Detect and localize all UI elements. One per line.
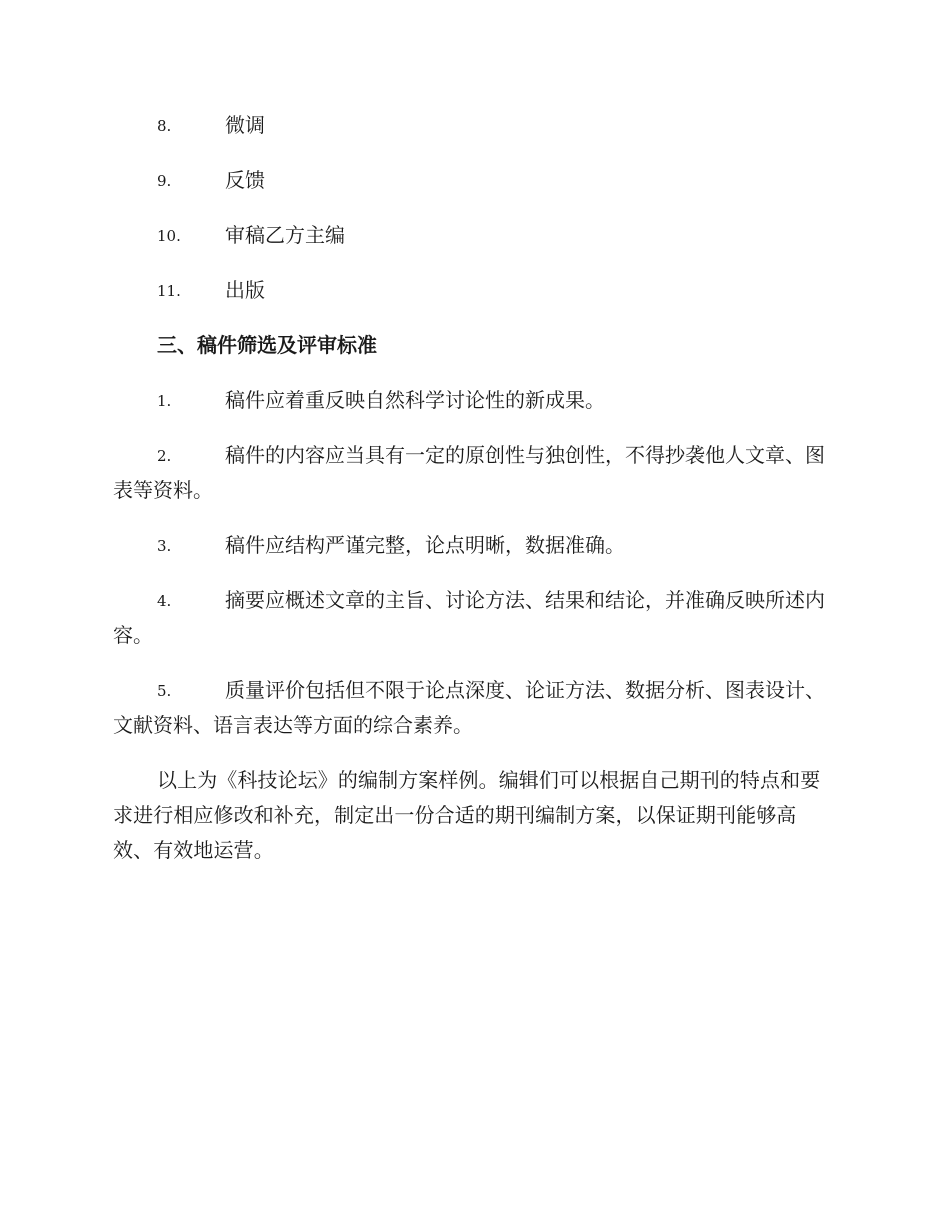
list-item bbox=[113, 383, 835, 418]
document-body bbox=[113, 108, 835, 868]
list-item-number: 2. bbox=[157, 447, 172, 465]
list-item bbox=[113, 108, 835, 143]
list-item bbox=[113, 273, 835, 308]
section-heading: 三、稿件筛选及评审标准 bbox=[157, 333, 377, 357]
list-item-number: 11. bbox=[157, 282, 181, 300]
list-item-number: 9. bbox=[157, 172, 172, 190]
list-item-number: 4. bbox=[157, 592, 172, 610]
list-item-number: 8. bbox=[157, 117, 172, 135]
list-item-text: 审稿乙方主编 bbox=[225, 223, 345, 247]
list-item bbox=[113, 583, 835, 653]
list-item-text: 稿件应着重反映自然科学讨论性的新成果。 bbox=[225, 388, 605, 412]
list-item-number: 5. bbox=[157, 682, 172, 700]
list-item-text: 稿件应结构严谨完整，论点明晰，数据准确。 bbox=[225, 533, 625, 557]
list-item-text: 出版 bbox=[225, 278, 265, 302]
list-item bbox=[113, 438, 835, 508]
list-item-text: 微调 bbox=[225, 113, 265, 137]
list-item-number: 3. bbox=[157, 537, 172, 555]
list-item-number: 1. bbox=[157, 392, 172, 410]
list-item-text: 质量评价包括但不限于论点深度、论证方法、数据分析、图表设计、文献资料、语言表达等方面的综合素养。 bbox=[113, 678, 825, 737]
closing-paragraph: 以上为《科技论坛》的编制方案样例。编辑们可以根据自己期刊的特点和要求进行相应修改和补充，制定出一份合适的期刊编制方案，以保证期刊能够高效、有效地运营。 bbox=[113, 768, 821, 862]
list-item-text: 稿件的内容应当具有一定的原创性与独创性，不得抄袭他人文章、图表等资料。 bbox=[113, 443, 825, 502]
list-item-number: 10. bbox=[157, 227, 181, 245]
list-item bbox=[113, 218, 835, 253]
list-item-text: 反馈 bbox=[225, 168, 265, 192]
list-item bbox=[113, 673, 835, 743]
list-item bbox=[113, 528, 835, 563]
list-item bbox=[113, 163, 835, 198]
list-item-text: 摘要应概述文章的主旨、讨论方法、结果和结论，并准确反映所述内容。 bbox=[113, 588, 825, 647]
